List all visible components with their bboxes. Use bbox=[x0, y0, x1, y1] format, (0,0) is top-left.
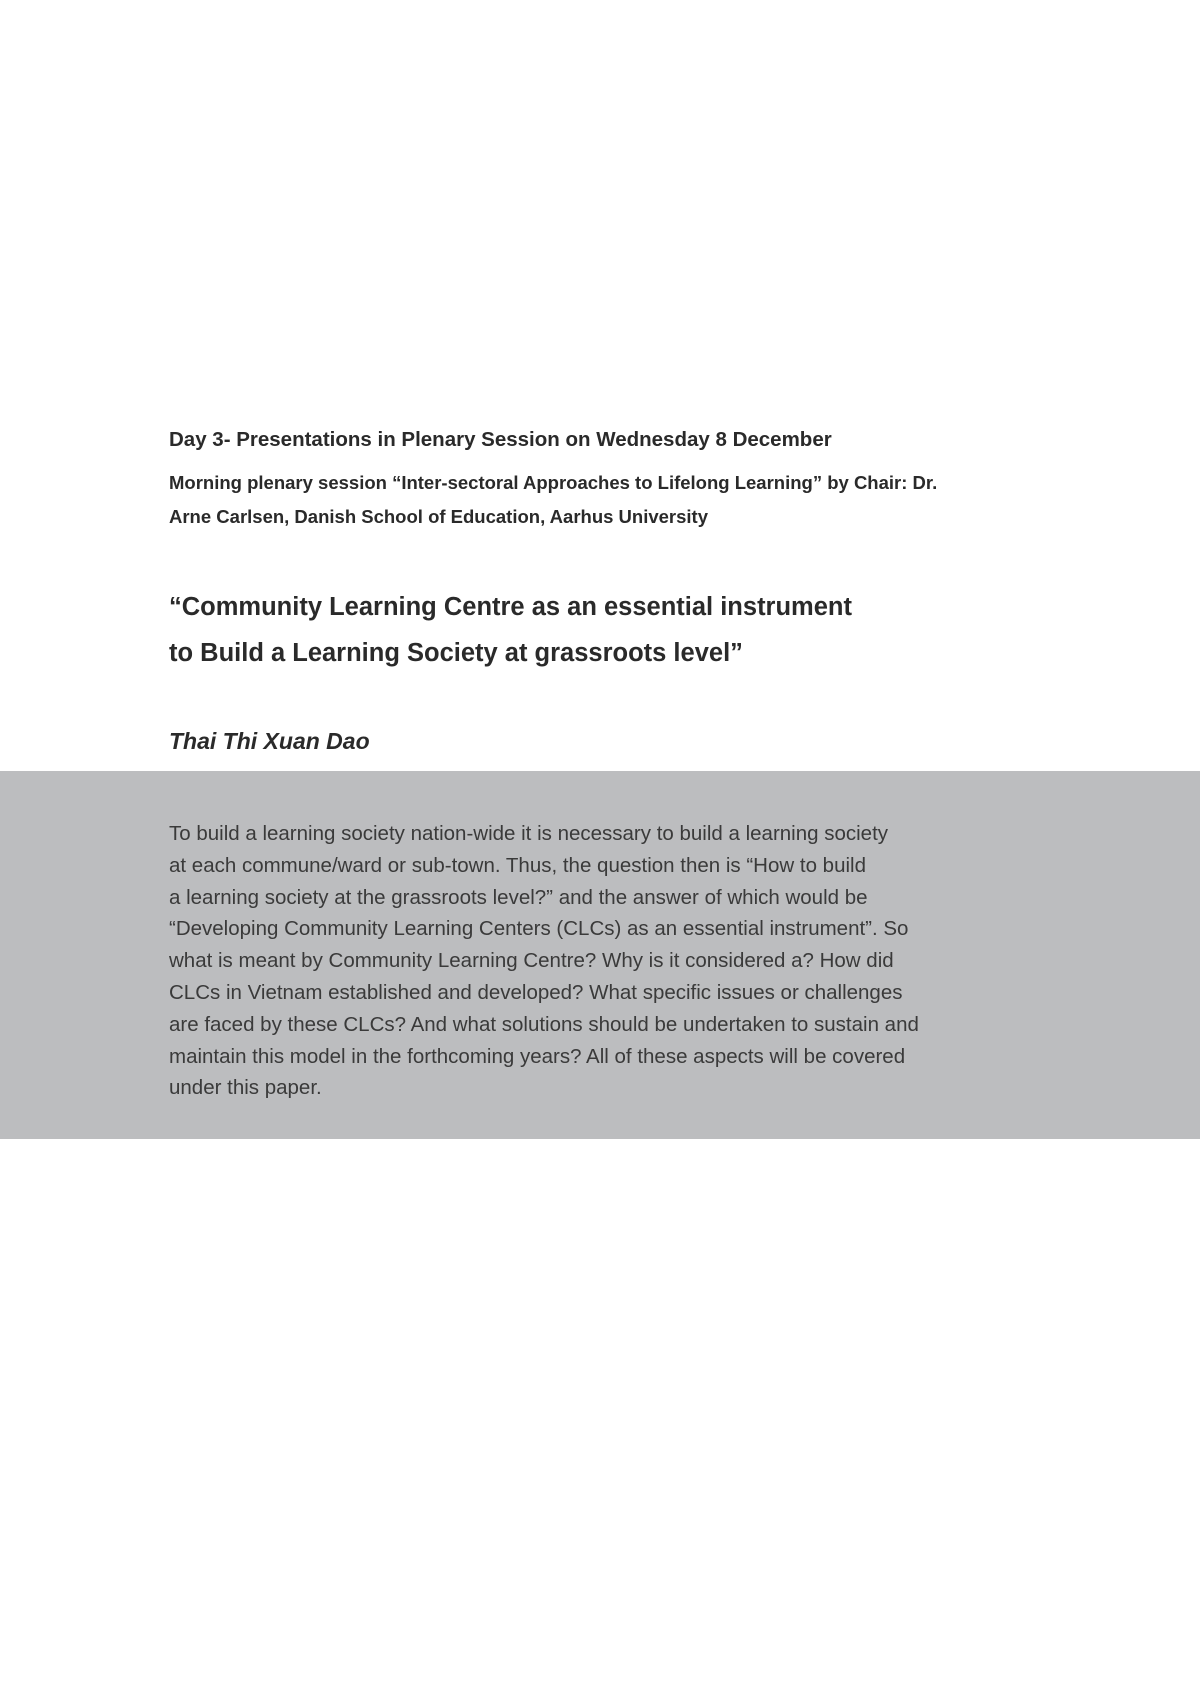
abstract-text bbox=[169, 818, 1049, 1104]
abstract-line: under this paper. bbox=[169, 1076, 322, 1100]
abstract-line: a learning society at the grassroots level?” and the answer of which would be bbox=[169, 885, 868, 909]
abstract-line: at each commune/ward or sub-town. Thus, the question then is “How to build bbox=[169, 853, 866, 877]
day-heading: Day 3- Presentations in Plenary Session on Wednesday 8 December bbox=[169, 428, 832, 451]
abstract-panel bbox=[0, 771, 1200, 1139]
paper-title bbox=[169, 584, 1049, 676]
abstract-line: “Developing Community Learning Centers (CLCs) as an essential instrument”. So bbox=[169, 917, 909, 941]
paper-title-line: to Build a Learning Society at grassroots level” bbox=[169, 639, 743, 667]
abstract-line: CLCs in Vietnam established and developed? What specific issues or challenges bbox=[169, 980, 903, 1004]
session-info bbox=[169, 466, 1049, 534]
abstract-line: are faced by these CLCs? And what solutions should be undertaken to sustain and bbox=[169, 1012, 919, 1036]
abstract-line: maintain this model in the forthcoming years? All of these aspects will be covered bbox=[169, 1044, 906, 1068]
session-info-line: Morning plenary session “Inter-sectoral Approaches to Lifelong Learning” by Chair: Dr. bbox=[169, 472, 938, 493]
paper-author: Thai Thi Xuan Dao bbox=[169, 728, 370, 754]
session-header bbox=[169, 424, 1049, 534]
abstract-line: what is meant by Community Learning Centre? Why is it considered a? How did bbox=[169, 949, 894, 973]
paper-title-line: “Community Learning Centre as an essential instrument bbox=[169, 593, 852, 621]
abstract-line: To build a learning society nation-wide it is necessary to build a learning society bbox=[169, 822, 889, 845]
session-info-line: Arne Carlsen, Danish School of Education, Aarhus University bbox=[169, 506, 709, 527]
